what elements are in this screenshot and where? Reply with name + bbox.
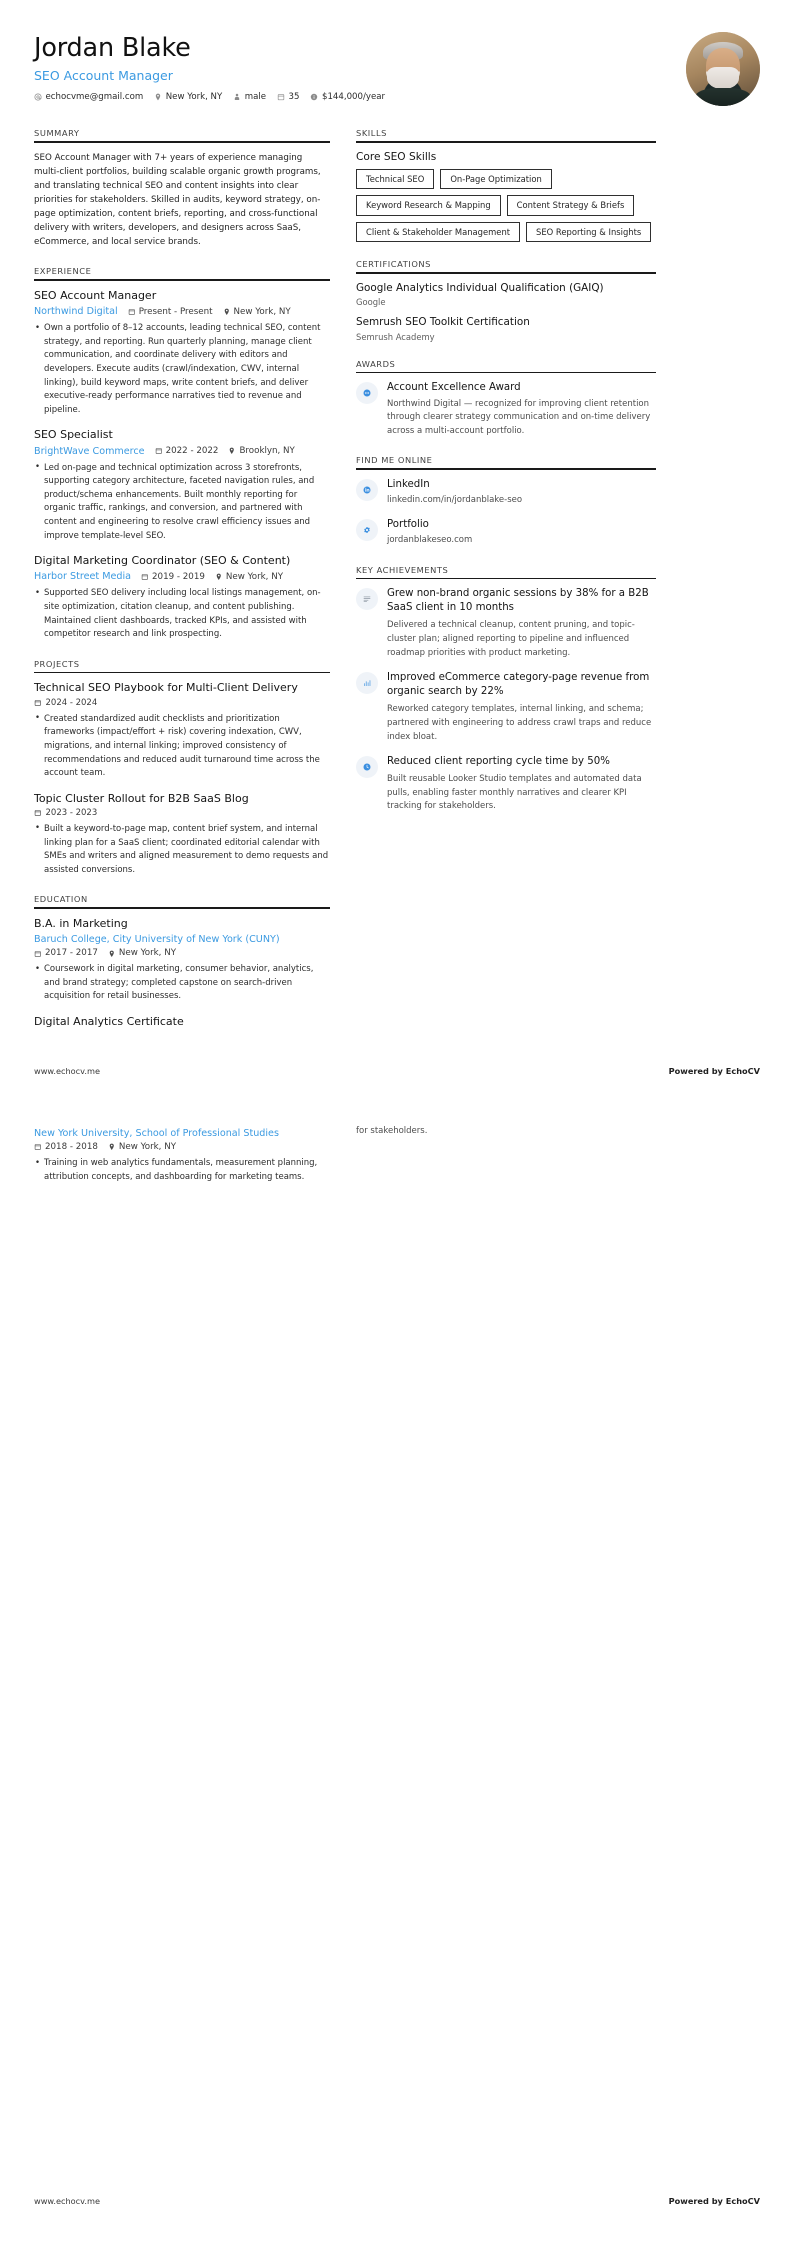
section-certifications [356,259,656,342]
experience-entry [34,289,330,417]
skill-chip: Content Strategy & Briefs [507,195,635,216]
contact-email[interactable] [34,92,143,102]
resume-header [34,30,760,106]
award-medal-icon [356,382,378,404]
contact-email-text: echocvme@gmail.com [45,92,144,103]
job-company[interactable]: BrightWave Commerce [34,445,145,457]
resume-page-2-left-column [34,1125,330,1187]
clock-icon-badge [356,756,378,778]
section-skills [356,128,656,242]
online-profile-item[interactable] [356,518,656,548]
left-column [34,128,330,1046]
skill-chip: SEO Reporting & Insights [526,222,651,243]
contact-location [154,92,222,102]
calendar-icon [155,447,163,455]
school-name[interactable]: New York University, School of Professional Studies [34,1128,279,1139]
certification-item [356,316,656,342]
achievement-text [387,587,656,660]
skill-chip: Technical SEO [356,169,434,190]
skills-heading: SKILLS [356,128,387,138]
globe-gear-icon [362,525,372,535]
section-summary [34,128,330,249]
project-entry [34,792,330,878]
education-bullets [34,963,330,1004]
page-1-footer [34,1066,760,1076]
achievement-title: Grew non-brand organic sessions by 38% for a B2B SaaS client in 10 months [387,588,649,614]
section-projects [34,659,330,878]
person-icon [233,93,241,101]
achievement-text [387,755,656,814]
school-name[interactable]: Baruch College, City University of New York (CUNY) [34,934,280,946]
online-profile-text [387,518,656,548]
location-pin-icon [228,447,236,455]
contact-row [34,92,385,102]
online-profile-item[interactable] [356,478,656,508]
education-location-text: New York, NY [118,1142,176,1152]
skills-group-title: Core SEO Skills [356,150,437,163]
job-bullets [34,587,330,641]
education-dates-text: 2018 - 2018 [45,1142,98,1152]
job-dates [128,307,213,317]
footer-site[interactable]: www.echocv.me [34,2196,101,2206]
award-description: Northwind Digital — recognized for improving client retention through clearer strategy communication and on-time delivery across a multi-account portfolio. [387,398,651,436]
calendar-icon [34,950,42,958]
job-dates [155,446,219,456]
education-heading: EDUCATION [34,894,88,905]
chart-lines-icon-badge [356,588,378,610]
contact-gender-text: male [244,92,267,103]
bars-icon [362,678,372,688]
job-meta [34,306,330,317]
job-location [223,307,291,317]
project-bullets [34,823,330,877]
job-company[interactable]: Northwind Digital [34,306,118,318]
education-bullets [34,1157,330,1184]
experience-entry [34,554,330,642]
education-location-text: New York, NY [118,948,176,959]
email-icon [34,93,42,101]
summary-text: SEO Account Manager with 7+ years of experience managing multi-client portfolios, building scalable organic growth programs, and translating technical SEO and content insights into clear priorities for stakeholders. Skilled in audits, keyword strategy, on-page optimization, content briefs, reporting, and cross-functional delivery with writers, developers, and designers across SaaS, eCommerce, and local service brands. [34,152,321,248]
calendar-icon [34,699,42,707]
project-entry [34,681,330,780]
job-location-text: New York, NY [233,306,291,317]
certifications-heading: CERTIFICATIONS [356,259,431,270]
job-bullets [34,462,330,544]
online-profile-label: Portfolio [387,518,429,530]
job-dates-text: 2022 - 2022 [165,446,219,457]
contact-age [277,92,299,102]
job-dates-text: Present - Present [138,306,213,317]
project-dates [34,808,330,818]
job-bullets [34,322,330,417]
job-location-text: Brooklyn, NY [239,446,295,457]
achievement-title: Improved eCommerce category-page revenue from organic search by 22% [387,672,650,698]
online-profile-label: LinkedIn [387,478,430,490]
project-dates-text: 2023 - 2023 [45,807,98,818]
chart-lines-icon [362,594,372,604]
globe-gear-icon-badge [356,519,378,541]
award-name: Account Excellence Award [387,382,521,394]
education-location [108,948,176,958]
education-dates [34,948,98,958]
skill-chip: Keyword Research & Mapping [356,195,501,216]
location-pin-icon [223,308,231,316]
info-icon [310,93,318,101]
right-column [356,128,656,831]
linkedin-icon-badge [356,479,378,501]
project-title: Topic Cluster Rollout for B2B SaaS Blog [34,791,249,805]
certification-issuer: Semrush Academy [356,331,435,342]
project-bullet: • Built a keyword-to-page map, content brief system, and internal linking plan for a SaaS client; coordinated editorial calendar with SMEs and writers and aligned measurement to demo requests and assisted conversions. [34,823,330,877]
header-text-block [34,30,385,102]
achievement-item [356,587,656,660]
bars-icon-badge [356,672,378,694]
linkedin-icon [362,485,372,495]
location-pin-icon [154,93,162,101]
location-pin-icon [108,950,116,958]
candidate-name: Jordan Blake [34,33,191,63]
award-medal-icon [362,388,372,398]
calendar-icon [128,308,136,316]
footer-site[interactable]: www.echocv.me [34,1066,101,1076]
education-bullet: • Coursework in digital marketing, consumer behavior, analytics, and brand strategy; completed capstone on search-driven acquisition for retail businesses. [34,963,330,1004]
certification-name: Semrush SEO Toolkit Certification [356,316,530,329]
clock-icon [362,762,372,772]
section-education [34,894,330,1029]
job-bullet: • Supported SEO delivery including local listings management, on-site optimization, citation cleanup, and content publishing. Maintained client dashboards, tracked KPIs, and assisted with competitor research and link prospecting. [34,587,330,641]
candidate-role: SEO Account Manager [34,68,173,84]
achievement-item [356,671,656,744]
online-profile-url[interactable]: jordanblakeseo.com [387,535,473,546]
job-bullet: • Own a portfolio of 8–12 accounts, leading technical SEO, content strategy, and reporting. Run quarterly planning, manage client communication, and coordinate delivery with editors and developers. Execute audits (crawl/indexation, CWV, internal linking), build keyword maps, write content briefs, and deliver executive-ready performance narratives tied to revenue and pipeline. [34,322,330,417]
achievement-description-continued: for stakeholders. [356,1126,428,1136]
project-dates-text: 2024 - 2024 [45,697,98,708]
avatar-beard [707,67,738,89]
award-item [356,381,656,438]
contact-location-text: New York, NY [165,92,223,103]
job-meta [34,446,330,457]
job-location [228,446,294,456]
projects-heading: PROJECTS [34,658,80,669]
skill-chip: On-Page Optimization [440,169,551,190]
education-location [108,1142,176,1152]
education-bullet: • Training in web analytics fundamentals, measurement planning, attribution concepts, and dashboarding for marketing teams. [34,1157,330,1184]
job-bullet: • Led on-page and technical optimization across 3 storefronts, supporting category architecture, faceted navigation rules, and product/schema enhancements. Built monthly reporting for organic traffic, rankings, and conversion, and partnered with content and engineering to resolve crawl efficiency issues and improve template-level SEO. [34,462,330,544]
education-dates-text: 2017 - 2017 [45,948,98,959]
education-entry [34,1015,330,1029]
achievement-item [356,755,656,814]
job-dates [141,572,205,582]
job-meta [34,571,330,582]
footer-powered-by: Powered by EchoCV [668,2196,760,2206]
achievement-title: Reduced client reporting cycle time by 50% [387,756,610,768]
project-bullet: • Created standardized audit checklists and prioritization frameworks (impact/effort + risk) covering indexation, CWV, migrations, and internal linking; improved consistency of recommendations and reduced audit turnaround time across the account team. [34,713,330,781]
job-location-text: New York, NY [225,571,284,582]
job-location [215,572,283,582]
contact-gender [233,92,266,102]
calendar-icon [141,573,149,581]
contact-salary-text: $144,000/year [321,92,386,103]
education-entry-continued [34,1128,330,1184]
degree-title: B.A. in Marketing [34,916,128,930]
online-profile-url[interactable]: linkedin.com/in/jordanblake-seo [387,495,523,506]
job-title: Digital Marketing Coordinator (SEO & Content) [34,554,291,568]
key-achievements-heading: KEY ACHIEVEMENTS [356,564,449,575]
certification-item [356,282,656,308]
award-text [387,381,656,438]
education-dates [34,1142,98,1152]
certification-issuer: Google [356,297,386,308]
experience-entry [34,428,330,543]
contact-salary [310,92,385,102]
job-title: SEO Account Manager [34,288,157,302]
education-meta-dates [34,948,330,958]
section-experience [34,266,330,642]
skill-chip: Client & Stakeholder Management [356,222,520,243]
education-meta [34,934,330,945]
achievement-description: Delivered a technical cleanup, content pruning, and topic-cluster plan; aligned reporting to pipeline and influenced roadmap priorities with product marketing. [387,620,635,658]
calendar-icon [34,1143,42,1151]
job-company[interactable]: Harbor Street Media [34,571,132,583]
resume-columns [34,128,760,1046]
location-pin-icon [108,1143,116,1151]
education-entry [34,917,330,1004]
resume-page-2-right-column [356,1125,656,1139]
contact-age-text: 35 [288,92,300,103]
calendar-icon [277,93,285,101]
education-meta-dates [34,1142,330,1152]
achievement-description: Reworked category templates, internal linking, and schema; partnered with engineering to address crawl traps and reduce index bloat. [387,704,652,742]
job-title: SEO Specialist [34,428,113,442]
project-bullets [34,713,330,781]
job-dates-text: 2019 - 2019 [152,571,205,582]
awards-heading: AWARDS [356,358,396,369]
section-find-me-online [356,455,656,547]
achievement-description: Built reusable Looker Studio templates and automated data pulls, enabling faster monthly narratives and clearer KPI tracking for stakeholders. [387,774,642,812]
project-title: Technical SEO Playbook for Multi-Client Delivery [34,681,298,695]
find-me-online-heading: FIND ME ONLINE [356,455,433,466]
footer-powered-by: Powered by EchoCV [668,1066,760,1076]
page-2-footer [34,2196,760,2206]
project-dates [34,698,330,708]
calendar-icon [34,809,42,817]
experience-heading: EXPERIENCE [34,266,92,277]
section-awards [356,359,656,439]
online-profile-text [387,478,656,508]
education-meta [34,1128,330,1139]
achievement-text [387,671,656,744]
avatar-torso [695,88,751,106]
section-key-achievements [356,565,656,814]
certification-name: Google Analytics Individual Qualification (GAIQ) [356,281,604,294]
avatar [686,32,760,106]
location-pin-icon [215,573,223,581]
skills-chip-list [356,169,656,243]
degree-title: Digital Analytics Certificate [34,1015,184,1029]
summary-heading: SUMMARY [34,128,80,138]
